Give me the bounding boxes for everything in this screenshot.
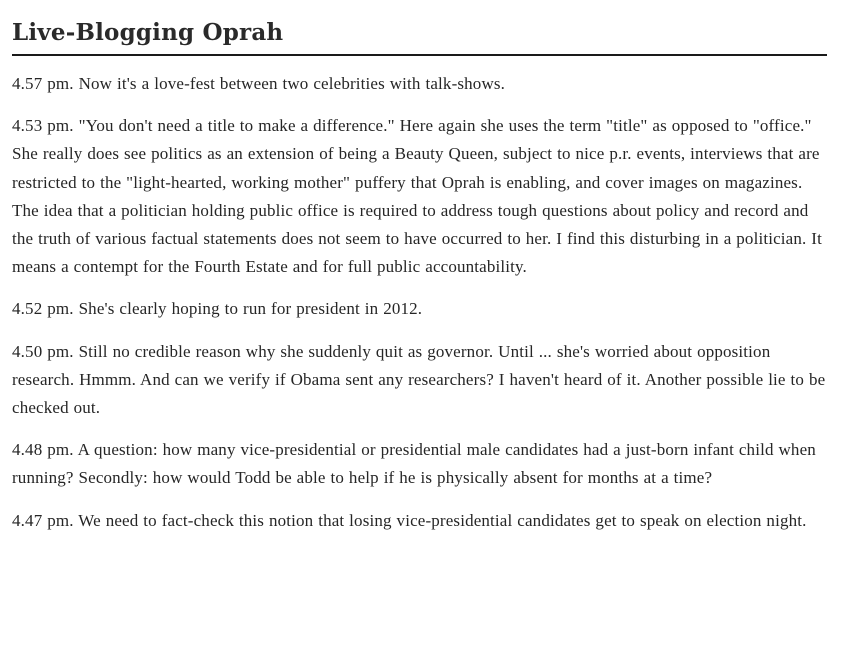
entry-453: 4.53 pm. "You don't need a title to make a difference." Here again she uses the term "title" as opposed to "office." She really does see politics as an extension of being a Beauty Queen, subject to nice p.r. events, interviews that are restricted to the "light-hearted, working mother" puffery that Oprah is enabling, and cover images on magazines. The idea that a politician holding public office is required to address tough questions about policy and record and the truth of various factual statements does not seem to have occurred to her. I find this disturbing in a politician. It means a contempt for the Fourth Estate and for full public accountability. <box>12 116 822 277</box>
entry-452: 4.52 pm. She's clearly hoping to run for president in 2012. <box>12 299 423 319</box>
entry-447: 4.47 pm. We need to fact-check this notion that losing vice-presidential candidates get to speak on election night. <box>12 510 807 530</box>
post-title: Live-Blogging Oprah <box>12 19 284 46</box>
entry-457: 4.57 pm. Now it's a love-fest between two celebrities with talk-shows. <box>12 74 506 93</box>
blog-post <box>12 18 827 549</box>
entry-450: 4.50 pm. Still no credible reason why she suddenly quit as governor. Until ... she's worried about opposition research. Hmmm. And can we verify if Obama sent any researchers? I haven't heard of it. Another possible lie to be checked out. <box>12 341 826 418</box>
title-divider <box>12 54 827 56</box>
entry-448: 4.48 pm. A question: how many vice-presidential or presidential male candidates had a just-born infant child when running? Secondly: how would Todd be able to help if he is physically absent for months at a time? <box>12 440 816 488</box>
